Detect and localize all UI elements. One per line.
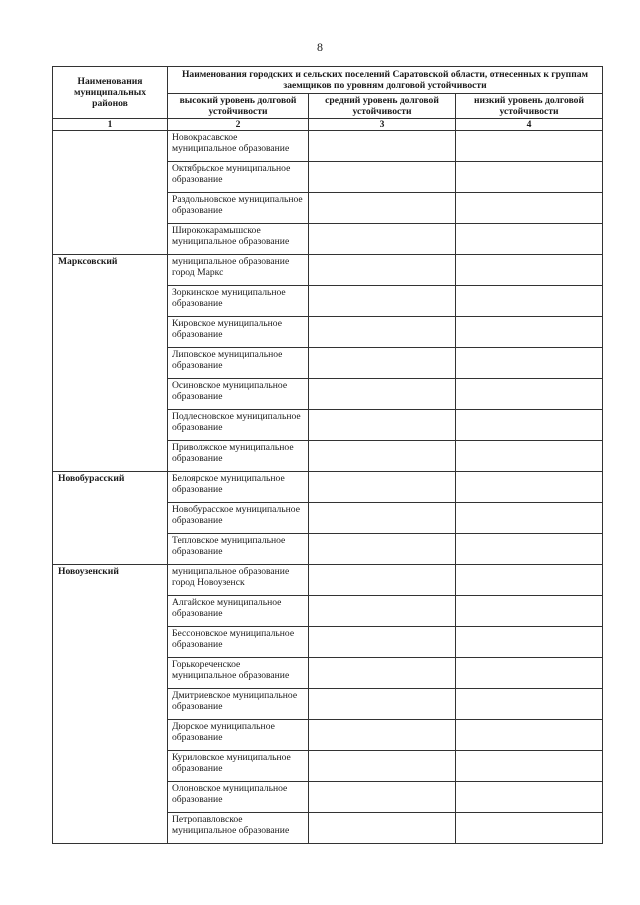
- settlement-name: Октябрьское муниципальное образование: [168, 162, 309, 193]
- settlement-name: Раздольновское муниципальное образование: [168, 193, 309, 224]
- low-level-cell: [456, 627, 603, 658]
- settlement-name: Куриловское муниципальное образование: [168, 751, 309, 782]
- table-row: [53, 255, 603, 286]
- settlement-name: Олоновское муниципальное образование: [168, 782, 309, 813]
- low-level-cell: [456, 720, 603, 751]
- settlement-name: Тепловское муниципальное образование: [168, 534, 309, 565]
- header-medium-level: средний уровень долговой устойчивости: [309, 94, 456, 119]
- low-level-cell: [456, 441, 603, 472]
- medium-level-cell: [309, 658, 456, 689]
- low-level-cell: [456, 286, 603, 317]
- low-level-cell: [456, 410, 603, 441]
- settlement-name: Осиновское муниципальное образование: [168, 379, 309, 410]
- settlement-name: Новобурасское муниципальное образование: [168, 503, 309, 534]
- column-number-1: 1: [53, 119, 168, 131]
- medium-level-cell: [309, 193, 456, 224]
- low-level-cell: [456, 379, 603, 410]
- low-level-cell: [456, 813, 603, 844]
- medium-level-cell: [309, 348, 456, 379]
- medium-level-cell: [309, 131, 456, 162]
- column-number-3: 3: [309, 119, 456, 131]
- settlement-name: Ширококарамышское муниципальное образование: [168, 224, 309, 255]
- medium-level-cell: [309, 782, 456, 813]
- low-level-cell: [456, 689, 603, 720]
- medium-level-cell: [309, 689, 456, 720]
- medium-level-cell: [309, 565, 456, 596]
- medium-level-cell: [309, 379, 456, 410]
- medium-level-cell: [309, 441, 456, 472]
- table-header: [53, 67, 603, 131]
- district-name: Новобурасский: [53, 472, 168, 565]
- settlement-name: Новокрасавское муниципальное образование: [168, 131, 309, 162]
- table-row: [53, 565, 603, 596]
- low-level-cell: [456, 565, 603, 596]
- medium-level-cell: [309, 813, 456, 844]
- medium-level-cell: [309, 224, 456, 255]
- medium-level-cell: [309, 286, 456, 317]
- medium-level-cell: [309, 596, 456, 627]
- medium-level-cell: [309, 255, 456, 286]
- district-name: [53, 131, 168, 255]
- medium-level-cell: [309, 534, 456, 565]
- medium-level-cell: [309, 751, 456, 782]
- settlement-name: Дюрское муниципальное образование: [168, 720, 309, 751]
- header-districts: Наименования муниципальных районов: [53, 67, 168, 119]
- settlement-name: Бессоновское муниципальное образование: [168, 627, 309, 658]
- header-high-level: высокий уровень долговой устойчивости: [168, 94, 309, 119]
- settlement-name: муниципальное образование город Новоузенск: [168, 565, 309, 596]
- low-level-cell: [456, 255, 603, 286]
- low-level-cell: [456, 348, 603, 379]
- header-low-level: низкий уровень долговой устойчивости: [456, 94, 603, 119]
- settlement-name: Алгайское муниципальное образование: [168, 596, 309, 627]
- low-level-cell: [456, 472, 603, 503]
- low-level-cell: [456, 131, 603, 162]
- settlement-name: Приволжское муниципальное образование: [168, 441, 309, 472]
- medium-level-cell: [309, 720, 456, 751]
- settlement-name: Петропавловское муниципальное образование: [168, 813, 309, 844]
- settlement-name: Кировское муниципальное образование: [168, 317, 309, 348]
- low-level-cell: [456, 193, 603, 224]
- low-level-cell: [456, 658, 603, 689]
- medium-level-cell: [309, 503, 456, 534]
- low-level-cell: [456, 596, 603, 627]
- table-row: [53, 472, 603, 503]
- settlement-name: Горькореченское муниципальное образование: [168, 658, 309, 689]
- low-level-cell: [456, 503, 603, 534]
- borrowers-table: [52, 66, 603, 844]
- settlement-name: муниципальное образование город Маркс: [168, 255, 309, 286]
- medium-level-cell: [309, 410, 456, 441]
- district-name: Новоузенский: [53, 565, 168, 844]
- settlement-name: Подлесновское муниципальное образование: [168, 410, 309, 441]
- low-level-cell: [456, 751, 603, 782]
- settlement-name: Липовское муниципальное образование: [168, 348, 309, 379]
- settlement-name: Зоркинское муниципальное образование: [168, 286, 309, 317]
- table-row: [53, 131, 603, 162]
- settlement-name: Белоярское муниципальное образование: [168, 472, 309, 503]
- header-settlements-group: Наименования городских и сельских поселений Саратовской области, отнесенных к группам заемщиков по уровням долговой устойчивости: [168, 67, 603, 94]
- page-number: 8: [317, 40, 323, 54]
- medium-level-cell: [309, 627, 456, 658]
- district-name: Марксовский: [53, 255, 168, 472]
- low-level-cell: [456, 224, 603, 255]
- medium-level-cell: [309, 472, 456, 503]
- column-number-4: 4: [456, 119, 603, 131]
- low-level-cell: [456, 782, 603, 813]
- medium-level-cell: [309, 162, 456, 193]
- column-number-2: 2: [168, 119, 309, 131]
- low-level-cell: [456, 317, 603, 348]
- medium-level-cell: [309, 317, 456, 348]
- low-level-cell: [456, 534, 603, 565]
- table-body: [53, 131, 603, 844]
- settlement-name: Дмитриевское муниципальное образование: [168, 689, 309, 720]
- low-level-cell: [456, 162, 603, 193]
